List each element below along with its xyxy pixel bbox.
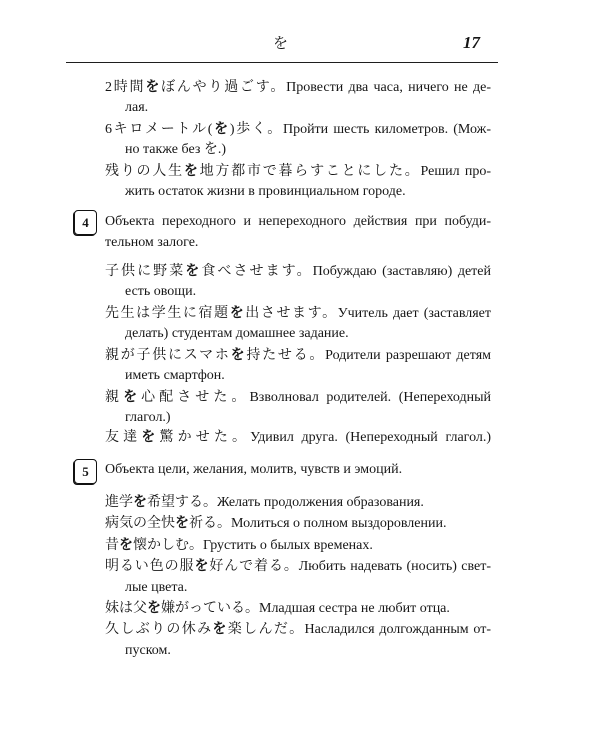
example-japanese: 進学を希望する。 bbox=[105, 495, 217, 510]
example-translation: Побуждаю (заставляю) детей bbox=[312, 264, 491, 279]
example-line bbox=[105, 515, 446, 533]
particle-wo: を bbox=[212, 122, 230, 137]
particle-wo: を bbox=[119, 538, 133, 553]
example-japanese: 2時間をぼんやり過ごす。 bbox=[105, 80, 287, 95]
example-japanese: 明るい色の服を好んで着る。 bbox=[105, 559, 299, 574]
example-line bbox=[105, 121, 491, 139]
example-translation-continued: но также без を.) bbox=[125, 142, 227, 157]
example-line bbox=[105, 621, 491, 639]
example-japanese: 親を心配させた。 bbox=[105, 390, 250, 405]
example-translation: Решил про- bbox=[420, 164, 492, 179]
example-translation: Грустить о былых временах. bbox=[203, 538, 373, 553]
particle-wo: を bbox=[175, 516, 189, 531]
example-line bbox=[105, 537, 373, 555]
section-heading: Объекта переходного и непереходного действия при побуди- bbox=[105, 214, 491, 229]
example-japanese: 残りの人生を地方都市で暮らすことにした。 bbox=[105, 164, 421, 179]
example-line bbox=[105, 600, 450, 618]
example-translation: Младшая сестра не любит отца. bbox=[259, 601, 450, 616]
example-japanese: 友達を驚かせた。 bbox=[105, 430, 251, 445]
particle-wo: を bbox=[145, 80, 162, 95]
example-japanese: 6キロメートル(を)歩く。 bbox=[105, 122, 283, 137]
section-number-badge: 4 bbox=[74, 210, 97, 235]
example-translation: Желать продолжения образования. bbox=[217, 495, 424, 510]
example-japanese: 久しぶりの休みを楽しんだ。 bbox=[105, 622, 305, 637]
example-japanese: 先生は学生に宿題を出させます。 bbox=[105, 306, 338, 321]
particle-wo: を bbox=[147, 601, 161, 616]
example-line bbox=[105, 305, 491, 323]
example-translation: Учитель дает (заставляет bbox=[337, 306, 492, 321]
example-translation: Молиться о полном выздоровлении. bbox=[231, 516, 447, 531]
particle-wo: を bbox=[133, 495, 147, 510]
example-translation-continued: лые цвета. bbox=[125, 580, 188, 595]
particle-wo: を bbox=[229, 306, 246, 321]
example-line bbox=[105, 79, 491, 97]
example-translation-continued: глагол.) bbox=[125, 410, 171, 425]
section-number-badge: 5 bbox=[74, 459, 97, 484]
example-translation: Пройти шесть километров. (Мож- bbox=[282, 122, 492, 137]
example-translation: Взволновал родителей. (Непереходный bbox=[249, 390, 492, 405]
section-heading-continued: тельном залоге. bbox=[105, 235, 199, 250]
example-line bbox=[105, 429, 491, 447]
example-translation: Удивил друга. (Непереходный глагол.) bbox=[250, 430, 492, 445]
running-head: を bbox=[273, 36, 289, 52]
section-heading: Объекта цели, желания, молитв, чувств и эмоций. bbox=[105, 462, 403, 477]
particle-wo: を bbox=[212, 622, 228, 637]
example-translation: Любить надевать (носить) свет- bbox=[298, 559, 492, 574]
example-translation: Провести два часа, ничего не де- bbox=[286, 80, 492, 95]
particle-wo: を bbox=[230, 348, 247, 363]
example-japanese: 妹は父を嫌がっている。 bbox=[105, 601, 259, 616]
example-translation: Насладился долгожданным от- bbox=[304, 622, 492, 637]
particle-wo: を bbox=[141, 430, 160, 445]
example-translation-continued: делать) студентам домашнее задание. bbox=[125, 326, 349, 341]
particle-wo: を bbox=[183, 164, 200, 179]
example-line bbox=[105, 347, 491, 365]
example-line bbox=[105, 263, 491, 281]
particle-wo: を bbox=[194, 559, 210, 574]
example-translation-continued: лая. bbox=[125, 100, 149, 115]
example-line bbox=[105, 558, 491, 576]
example-translation-continued: жить остаток жизни в провинциальном городе. bbox=[125, 184, 406, 199]
example-translation-continued: есть овощи. bbox=[125, 284, 197, 299]
page-number: 17 bbox=[463, 33, 480, 52]
example-translation-continued: иметь смартфон. bbox=[125, 368, 225, 383]
particle-wo: を bbox=[185, 264, 202, 279]
example-translation-continued: пуском. bbox=[125, 643, 171, 658]
example-japanese: 昔を懐かしむ。 bbox=[105, 538, 203, 553]
example-line bbox=[105, 389, 491, 407]
example-line bbox=[105, 163, 491, 181]
example-japanese: 子供に野菜を食べさせます。 bbox=[105, 264, 313, 279]
example-japanese: 親が子供にスマホを持たせる。 bbox=[105, 348, 326, 363]
example-translation: Родители разрешают детям bbox=[325, 348, 492, 363]
particle-wo: を bbox=[123, 390, 142, 405]
example-line bbox=[105, 494, 424, 512]
example-japanese: 病気の全快を祈る。 bbox=[105, 516, 231, 531]
header-rule bbox=[66, 62, 498, 63]
